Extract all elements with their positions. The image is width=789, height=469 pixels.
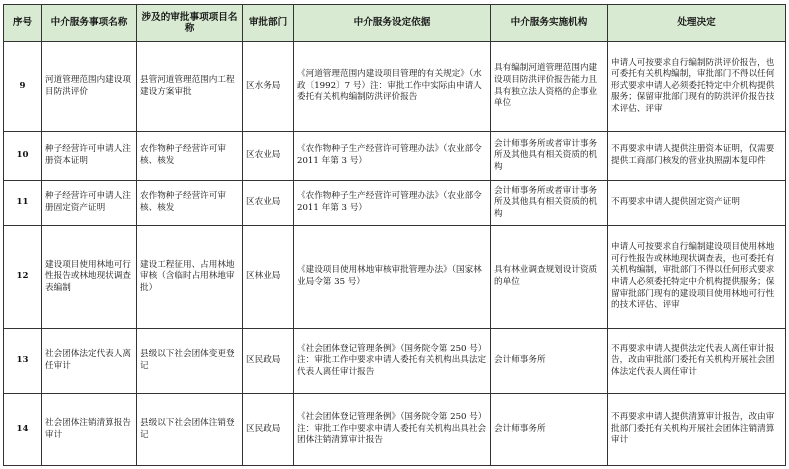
service-name-cell: 河道管理范围内建设项目防洪评价 xyxy=(42,42,137,132)
service-name-cell: 种子经营许可申请人注册资本证明 xyxy=(42,132,137,181)
agency-cell: 会计师事务所 xyxy=(491,394,608,466)
agency-cell: 会计师事务所或者审计事务所及其他具有相关资质的机构 xyxy=(491,132,608,181)
agency-cell: 会计师事务所或者审计事务所及其他具有相关资质的机构 xyxy=(491,181,608,226)
row-no: 12 xyxy=(4,226,42,329)
service-name-cell: 建设项目使用林地可行性报告或林地现状调查表编制 xyxy=(42,226,137,329)
approval-item-cell: 县管河道管理范围内工程建设方案审批 xyxy=(137,42,243,132)
agency-cell: 会计师事务所 xyxy=(491,329,608,394)
basis-cell: 《社会团体登记管理条例》（国务院令第 250 号）注：审批工作中要求申请人委托有关机构出具社会团体注销清算审计报告 xyxy=(294,394,491,466)
header-decision: 处理决定 xyxy=(608,5,786,42)
agency-cell: 具有林业调查规划设计资质的单位 xyxy=(491,226,608,329)
service-name-cell: 种子经营许可申请人注册固定资产证明 xyxy=(42,181,137,226)
department-cell: 区农业局 xyxy=(243,181,294,226)
row-no: 14 xyxy=(4,394,42,466)
header-department: 审批部门 xyxy=(243,5,294,42)
decision-cell: 不再要求申请人提供清算审计报告，改由审批部门委托有关机构开展社会团体注销清算审计 xyxy=(608,394,786,466)
decision-cell: 不再要求申请人提供固定资产证明 xyxy=(608,181,786,226)
basis-cell: 《建设项目使用林地审核审批管理办法》（国家林业局令第 35 号） xyxy=(294,226,491,329)
decision-cell: 申请人可按要求自行编制防洪评价报告，也可委托有关机构编制，审批部门不得以任何形式要求申请人必须委托特定中介机构提供服务；保留审批部门现有的防洪评价报告技术评估、评审 xyxy=(608,42,786,132)
header-agency: 中介服务实施机构 xyxy=(491,5,608,42)
basis-cell: 《农作物种子生产经营许可管理办法》（农业部令 2011 年第 3 号） xyxy=(294,181,491,226)
row-no: 9 xyxy=(4,42,42,132)
basis-cell: 《河道管理范围内建设项目管理的有关规定》（水政〔1992〕7 号）注：审批工作中实际由申请人委托有关机构编制防洪评价报告 xyxy=(294,42,491,132)
approval-item-cell: 县级以下社会团体注销登记 xyxy=(137,394,243,466)
table-row xyxy=(4,181,786,226)
intermediary-services-table xyxy=(3,4,786,466)
basis-cell: 《社会团体登记管理条例》（国务院令第 250 号）注：审批工作中要求申请人委托有关机构出具法定代表人离任审计报告 xyxy=(294,329,491,394)
decision-cell: 申请人可按要求自行编制建设项目使用林地可行性报告或林地现状调查表，也可委托有关机构编制，审批部门不得以任何形式要求申请人必须委托特定中介机构提供服务；保留审批部门现有的建设项目使用林地可行性的技术评估、评审 xyxy=(608,226,786,329)
table-row xyxy=(4,132,786,181)
approval-item-cell: 农作物种子经营许可审核、核发 xyxy=(137,132,243,181)
row-no: 13 xyxy=(4,329,42,394)
department-cell: 区林业局 xyxy=(243,226,294,329)
department-cell: 区民政局 xyxy=(243,329,294,394)
table-row xyxy=(4,329,786,394)
department-cell: 区水务局 xyxy=(243,42,294,132)
table-row xyxy=(4,42,786,132)
decision-cell: 不再要求申请人提供注册资本证明，仅需要提供工商部门核发的营业执照副本复印件 xyxy=(608,132,786,181)
header-no: 序号 xyxy=(4,5,42,42)
table-header-row xyxy=(4,5,786,42)
header-basis: 中介服务设定依据 xyxy=(294,5,491,42)
service-name-cell: 社会团体注销清算报告审计 xyxy=(42,394,137,466)
row-no: 10 xyxy=(4,132,42,181)
basis-cell: 《农作物种子生产经营许可管理办法》（农业部令 2011 年第 3 号） xyxy=(294,132,491,181)
approval-item-cell: 农作物种子经营许可审核、核发 xyxy=(137,181,243,226)
table-row xyxy=(4,394,786,466)
department-cell: 区农业局 xyxy=(243,132,294,181)
table-row xyxy=(4,226,786,329)
agency-cell: 具有编制河道管理范围内建设项目防洪评价报告能力且具有独立法人资格的企事业单位 xyxy=(491,42,608,132)
department-cell: 区民政局 xyxy=(243,394,294,466)
row-no: 11 xyxy=(4,181,42,226)
service-name-cell: 社会团体法定代表人离任审计 xyxy=(42,329,137,394)
header-approval-item: 涉及的审批事项项目名称 xyxy=(137,5,243,42)
decision-cell: 不再要求申请人提供法定代表人离任审计报告，改由审批部门委托有关机构开展社会团体法定代表人离任审计 xyxy=(608,329,786,394)
approval-item-cell: 县级以下社会团体变更登记 xyxy=(137,329,243,394)
approval-item-cell: 建设工程征用、占用林地审核（含临时占用林地审批） xyxy=(137,226,243,329)
header-service-name: 中介服务事项名称 xyxy=(42,5,137,42)
